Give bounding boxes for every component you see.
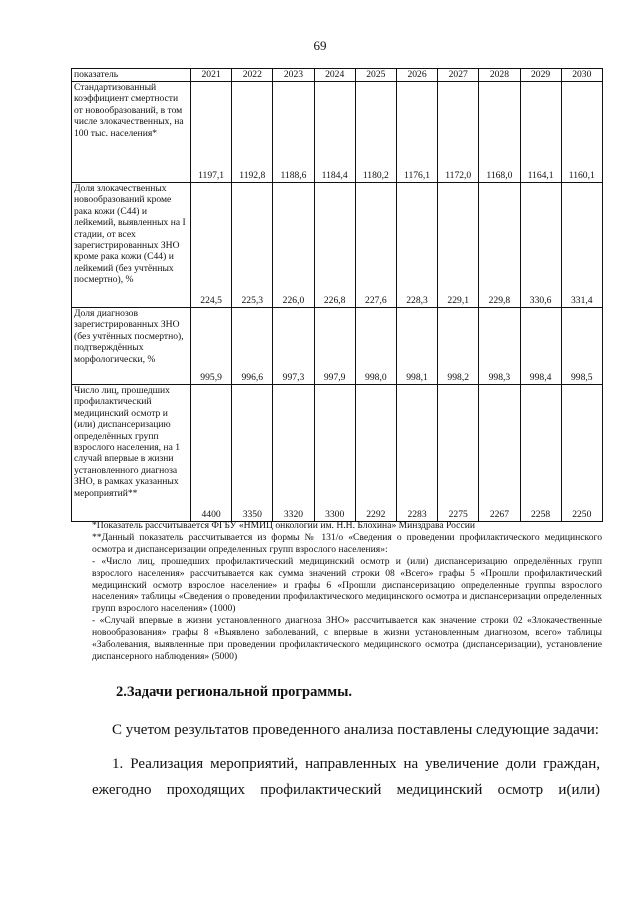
row-label: Доля диагнозов зарегистрированных ЗНО (без учтённых посмертно), подтверждённых морфологически, % — [72, 308, 191, 385]
header-year: 2026 — [396, 69, 437, 82]
header-year: 2027 — [438, 69, 479, 82]
table-cell: 228,3 — [396, 183, 437, 308]
page-number: 69 — [313, 38, 327, 53]
header-year: 2029 — [520, 69, 561, 82]
table-cell: 331,4 — [561, 183, 602, 308]
header-year: 2028 — [479, 69, 520, 82]
table-cell: 1160,1 — [561, 82, 602, 183]
table-cell: 2258 — [520, 385, 561, 522]
table-cell: 996,6 — [232, 308, 273, 385]
table-cell: 1164,1 — [520, 82, 561, 183]
table-cell: 226,8 — [314, 183, 355, 308]
table-cell: 997,9 — [314, 308, 355, 385]
table-cell: 2283 — [396, 385, 437, 522]
section-heading: 2.Задачи региональной программы. — [116, 684, 353, 700]
header-year: 2021 — [191, 69, 232, 82]
table-cell: 998,3 — [479, 308, 520, 385]
footnote: - «Число лиц, прошедших профилактический медицинский осмотр и (или) диспансеризацию определённых групп взрослого населения» рассчитывается как сумма значений строки 08 «Всего» графы 5 «Прошли профилактический медицинский осмотр взрослое население» и графы 6 «Прошли диспансеризацию определенные группы взрослого населения» таблицы «Сведения о проведении профилактического медицинского осмотра и диспансеризации определенных групп взрослого населения» (1000) — [92, 555, 602, 615]
footnote: - «Случай впервые в жизни установленного диагноза ЗНО» рассчитывается как значение строки 02 «Злокачественные новообразования» графы 8 «Выявлено заболеваний, с впервые в жизни установленным диагнозом, всего» таблицы «Заболевания, выявленные при проведении профилактического медицинского осмотра (диспансеризации), установление диспансерного наблюдения» (5000) — [92, 615, 602, 662]
header-year: 2025 — [355, 69, 396, 82]
table-cell: 998,4 — [520, 308, 561, 385]
table-cell: 226,0 — [273, 183, 314, 308]
table-cell: 997,3 — [273, 308, 314, 385]
header-year: 2024 — [314, 69, 355, 82]
table-cell: 229,8 — [479, 183, 520, 308]
table-cell: 1176,1 — [396, 82, 437, 183]
table-cell: 998,0 — [355, 308, 396, 385]
table-cell: 998,1 — [396, 308, 437, 385]
table-cell: 1192,8 — [232, 82, 273, 183]
table-cell: 1172,0 — [438, 82, 479, 183]
table-cell: 225,3 — [232, 183, 273, 308]
table-cell: 330,6 — [520, 183, 561, 308]
header-year: 2023 — [273, 69, 314, 82]
table-cell: 224,5 — [191, 183, 232, 308]
table-cell: 4400 — [191, 385, 232, 522]
table-row — [72, 385, 603, 522]
header-indicator: показатель — [72, 69, 191, 82]
table-cell: 3320 — [273, 385, 314, 522]
table-cell: 1184,4 — [314, 82, 355, 183]
table-row — [72, 183, 603, 308]
indicators-table — [71, 68, 603, 522]
table-cell: 2267 — [479, 385, 520, 522]
table-cell: 1180,2 — [355, 82, 396, 183]
table-row — [72, 308, 603, 385]
table-cell: 1188,6 — [273, 82, 314, 183]
table-cell: 2292 — [355, 385, 396, 522]
table-cell: 1168,0 — [479, 82, 520, 183]
table-cell: 995,9 — [191, 308, 232, 385]
header-year: 2022 — [232, 69, 273, 82]
footnote: **Данный показатель рассчитывается из формы № 131/о «Сведения о проведении профилактического медицинского осмотра и диспансеризации определенных групп взрослого населения»: — [92, 531, 602, 555]
header-year: 2030 — [561, 69, 602, 82]
paragraph: 1. Реализация мероприятий, направленных на увеличение доли граждан, ежегодно проходящих профилактический медицинский осмотр и(или) — [92, 756, 600, 798]
table-cell: 2275 — [438, 385, 479, 522]
paragraph: С учетом результатов проведенного анализа поставлены следующие задачи: — [112, 722, 599, 738]
table-cell: 998,5 — [561, 308, 602, 385]
table-cell: 2250 — [561, 385, 602, 522]
table-cell: 227,6 — [355, 183, 396, 308]
row-label: Стандартизованный коэффициент смертности от новообразований, в том числе злокачественных, на 100 тыс. населения* — [72, 82, 191, 183]
table-cell: 229,1 — [438, 183, 479, 308]
table-row — [72, 82, 603, 183]
table-cell: 1197,1 — [191, 82, 232, 183]
row-label: Доля злокачественных новообразований кроме рака кожи (С44) и лейкемий, выявленных на I стадии, от всех зарегистрированных ЗНО кроме рака кожи (С44) и лейкемий (без учтённых посмертно), % — [72, 183, 191, 308]
table-cell: 3350 — [232, 385, 273, 522]
row-label: Число лиц, прошедших профилактический медицинский осмотр и (или) диспансеризацию определённых групп взрослого населения, на 1 случай впервые в жизни установленного диагноза ЗНО, в рамках указанных мероприятий** — [72, 385, 191, 522]
body-text — [92, 717, 600, 811]
footnotes — [92, 520, 602, 663]
table-header-row — [72, 69, 603, 82]
footnote: *Показатель рассчитывается ФГБУ «НМИЦ онкологии им. Н.Н. Блохина» Минздрава России — [92, 520, 475, 531]
table-cell: 3300 — [314, 385, 355, 522]
table-cell: 998,2 — [438, 308, 479, 385]
